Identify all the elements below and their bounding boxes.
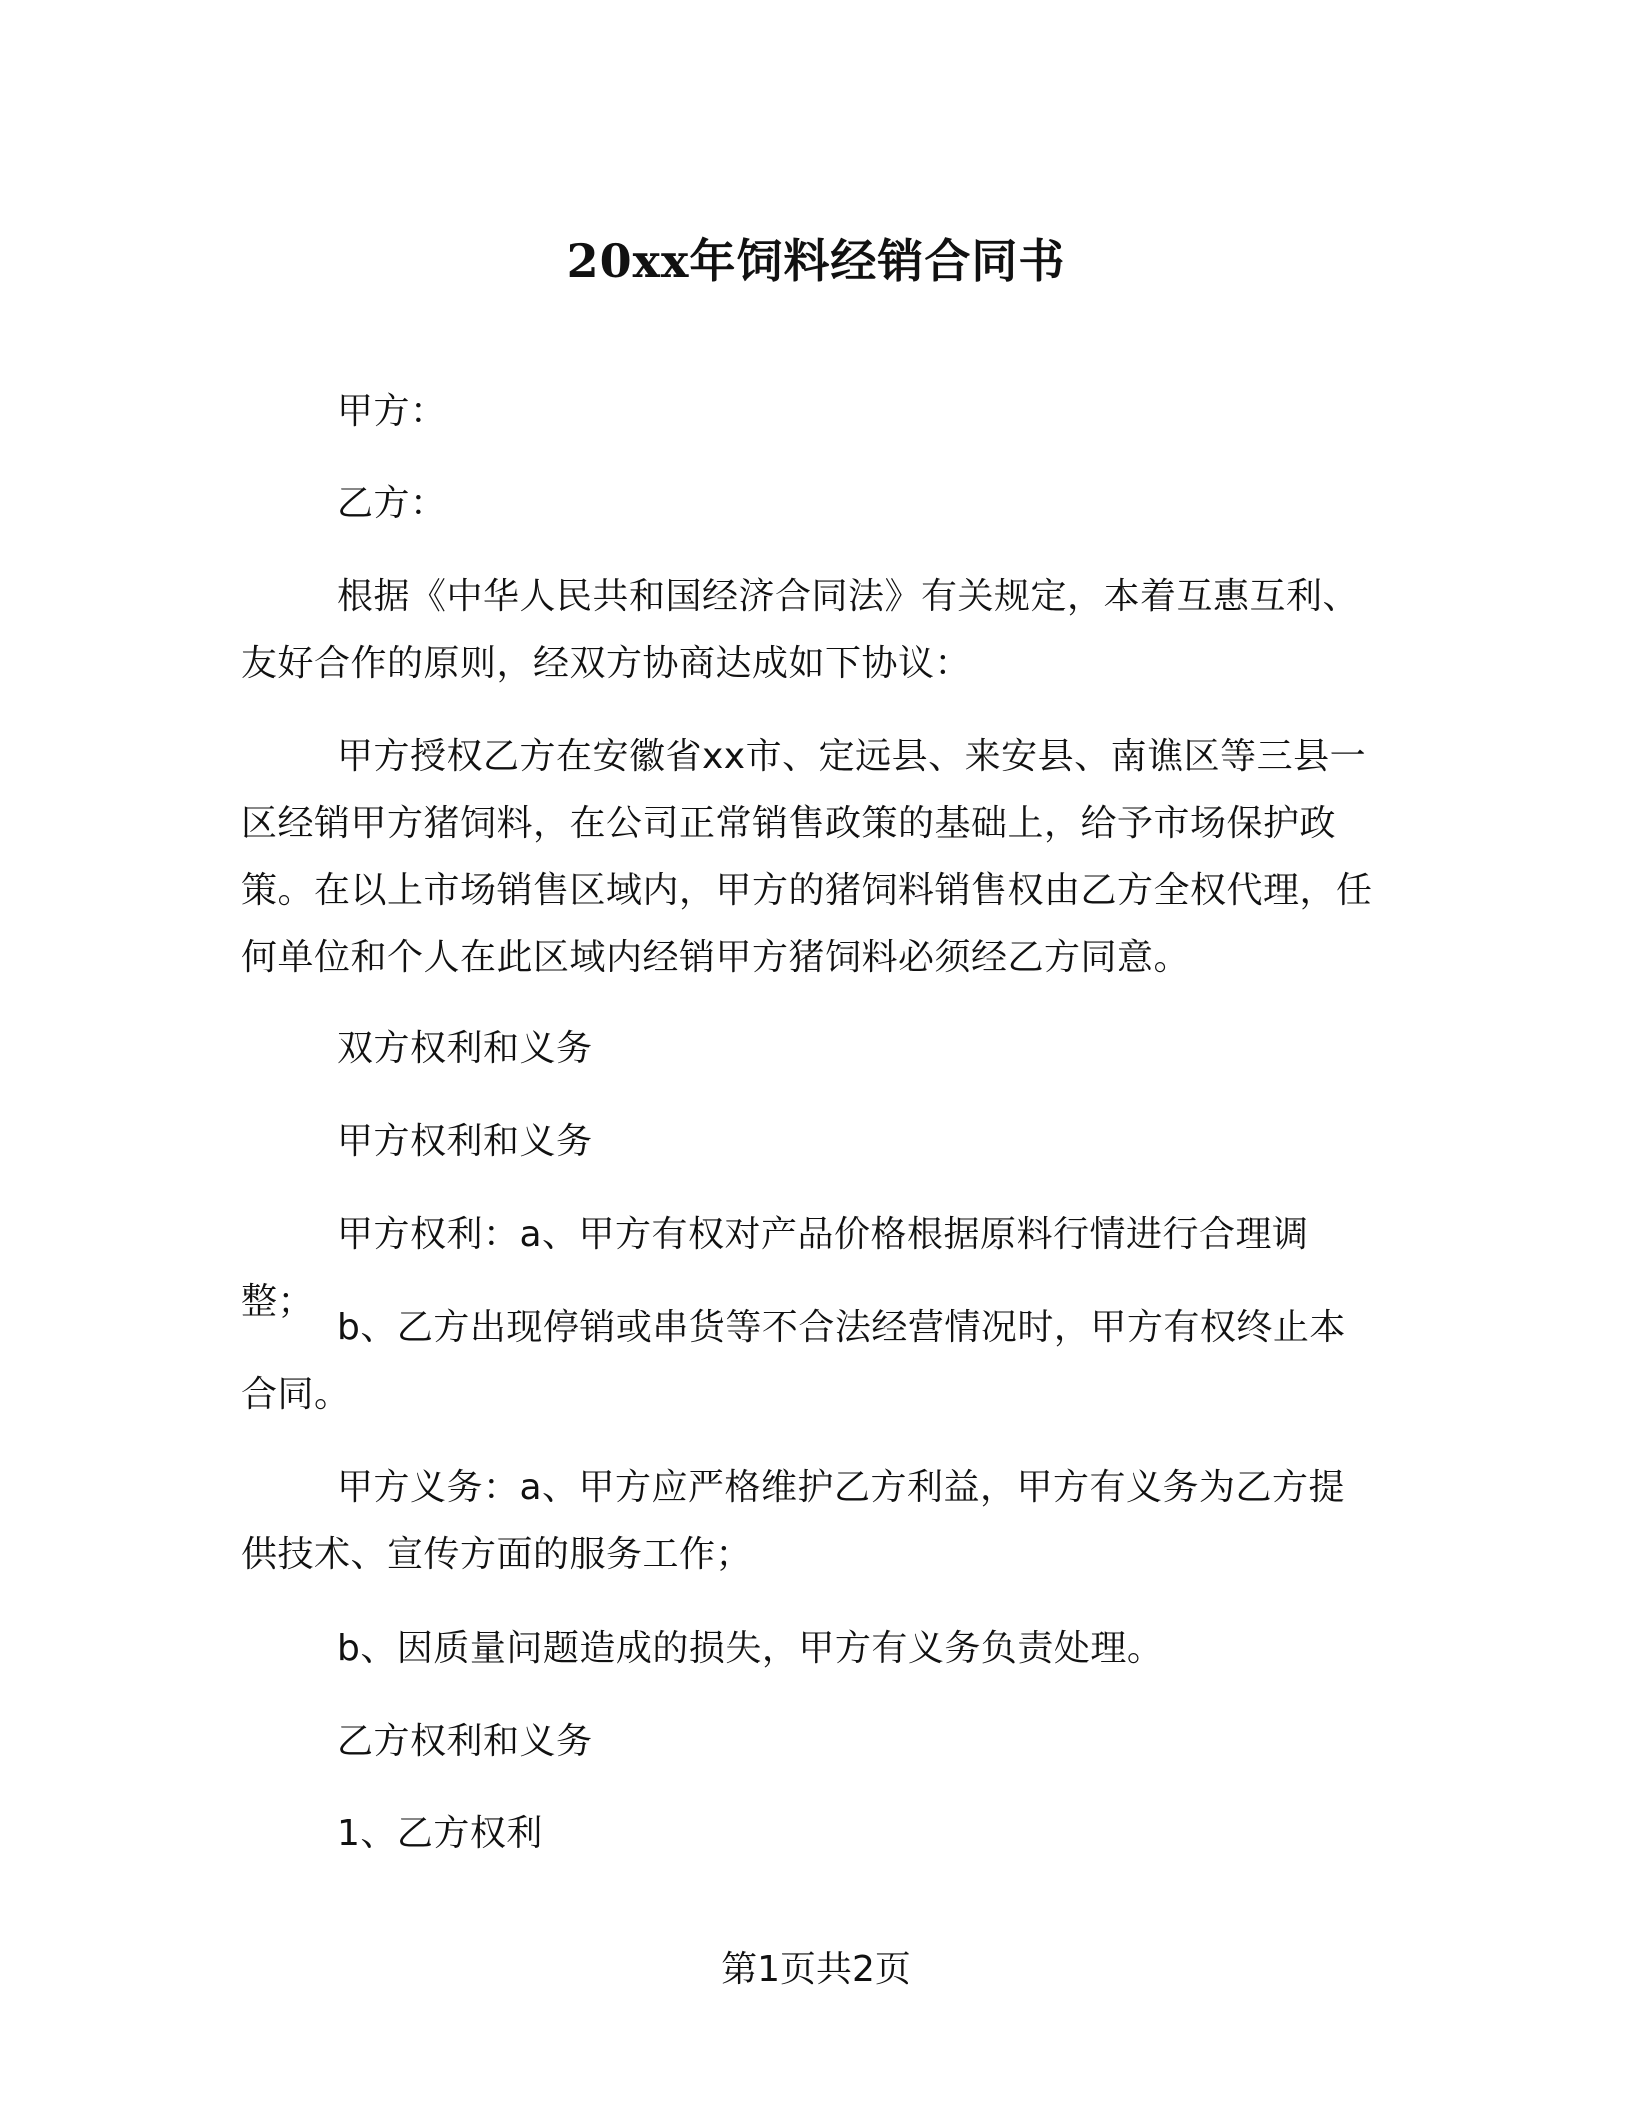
party-a-right-b: b、乙方出现停销或串货等不合法经营情况时，甲方有权终止本合同。 [241, 1307, 1346, 1415]
party-a-duty-b: b、因质量问题造成的损失，甲方有义务负责处理。 [337, 1628, 1164, 1669]
section-heading-party-a: 甲方权利和义务 [337, 1121, 593, 1162]
party-a-right-a: 甲方权利：a、甲方有权对产品价格根据原料行情进行合理调整； [241, 1214, 1309, 1322]
authorization-paragraph: 甲方授权乙方在安徽省xx市、定远县、来安县、南谯区等三县一区经销甲方猪饲料，在公司正常销售政策的基础上，给予市场保护政策。在以上市场销售区域内，甲方的猪饲料销售权由乙方全权代理，任何单位和个人在此区域内经销甲方猪饲料必须经乙方同意。 [241, 736, 1373, 978]
party-b-line: 乙方： [337, 483, 447, 524]
document-title: 20xx年饲料经销合同书 [566, 234, 1066, 288]
party-a-duty-a: 甲方义务：a、甲方应严格维护乙方利益，甲方有义务为乙方提供技术、宣传方面的服务工作； [241, 1467, 1346, 1575]
party-b-rights-heading: 1、乙方权利 [337, 1813, 543, 1854]
party-a-line: 甲方： [337, 391, 447, 432]
page-number-footer: 第1页共2页 [721, 1949, 911, 1990]
section-heading-party-b: 乙方权利和义务 [337, 1721, 593, 1762]
preamble-paragraph: 根据《中华人民共和国经济合同法》有关规定，本着互惠互利、友好合作的原则，经双方协商达成如下协议： [241, 576, 1360, 684]
section-heading-rights: 双方权利和义务 [337, 1028, 593, 1069]
